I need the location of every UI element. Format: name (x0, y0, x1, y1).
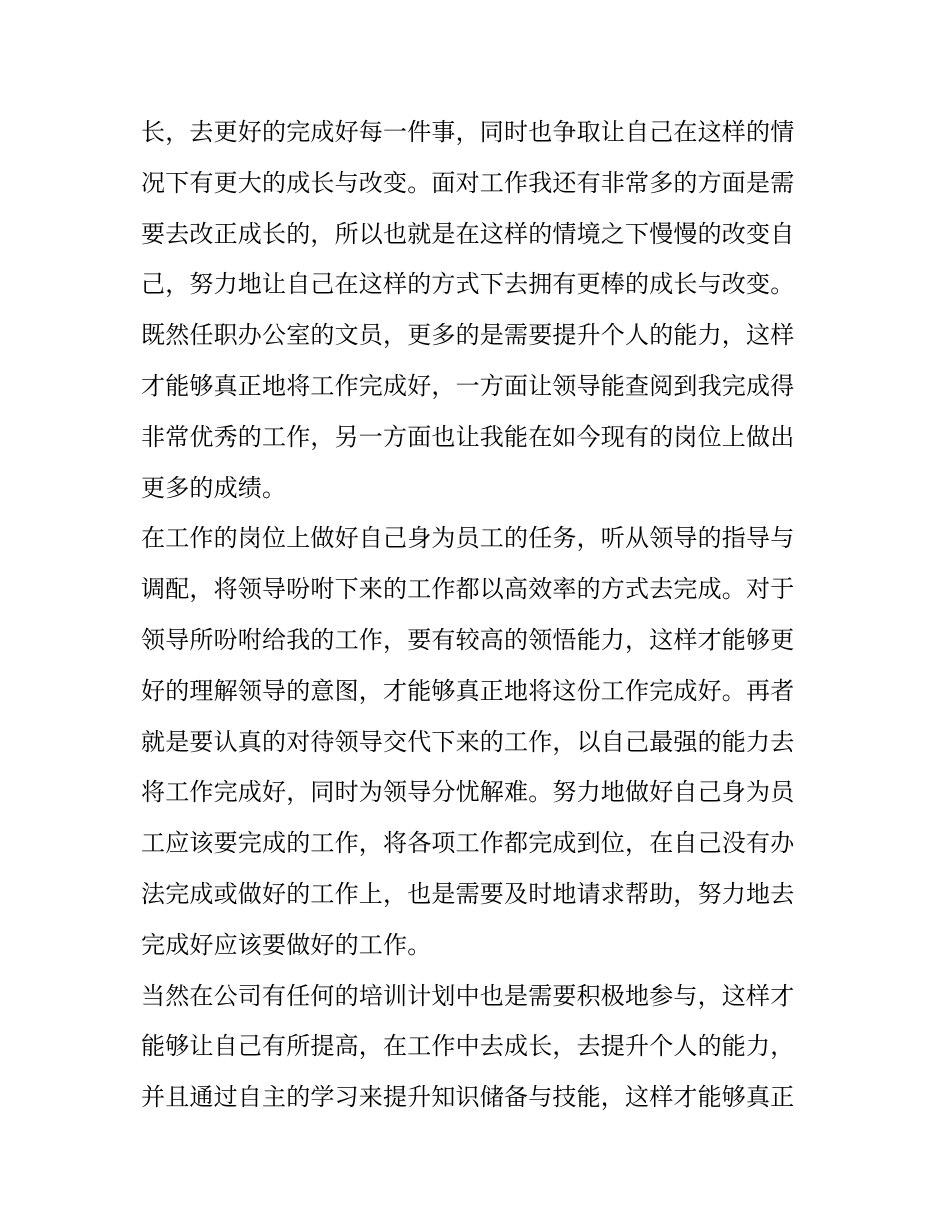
text-line: 况下有更大的成长与改变。面对工作我还有非常多的方面是需 (141, 168, 795, 197)
text-line: 当然在公司有任何的培训计划中也是需要积极地参与，这样才 (141, 981, 795, 1010)
text-line: 将工作完成好，同时为领导分忧解难。努力地做好自己身为员 (141, 778, 795, 807)
text-line: 好的理解领导的意图，才能够真正地将这份工作完成好。再者 (141, 676, 795, 705)
text-line: 并且通过自主的学习来提升知识储备与技能，这样才能够真正 (141, 1083, 795, 1112)
text-line: 才能够真正地将工作完成好，一方面让领导能查阅到我完成得 (141, 371, 795, 400)
text-line: 长，去更好的完成好每一件事，同时也争取让自己在这样的情 (141, 118, 795, 146)
text-line: 就是要认真的对待领导交代下来的工作，以自己最强的能力去 (141, 727, 795, 756)
text-line: 工应该要完成的工作，将各项工作都完成到位，在自己没有办 (141, 829, 795, 858)
text-line: 既然任职办公室的文员，更多的是需要提升个人的能力，这样 (141, 321, 795, 350)
text-line: 领导所吩咐给我的工作，要有较高的领悟能力，这样才能够更 (141, 625, 795, 654)
text-line: 要去改正成长的，所以也就是在这样的情境之下慢慢的改变自 (141, 219, 795, 248)
text-line: 更多的成绩。 (141, 473, 287, 502)
text-line: 法完成或做好的工作上，也是需要及时地请求帮助，努力地去 (141, 879, 795, 908)
text-line: 己，努力地让自己在这样的方式下去拥有更棒的成长与改变。 (141, 270, 795, 299)
text-line: 非常优秀的工作，另一方面也让我能在如今现有的岗位上做出 (141, 422, 795, 451)
text-line: 调配，将领导吩咐下来的工作都以高效率的方式去完成。对于 (141, 575, 795, 604)
document-body (141, 107, 813, 1123)
text-line: 完成好应该要做好的工作。 (141, 930, 432, 959)
text-line: 能够让自己有所提高，在工作中去成长，去提升个人的能力， (141, 1032, 795, 1061)
text-line: 在工作的岗位上做好自己身为员工的任务，听从领导的指导与 (141, 524, 795, 553)
